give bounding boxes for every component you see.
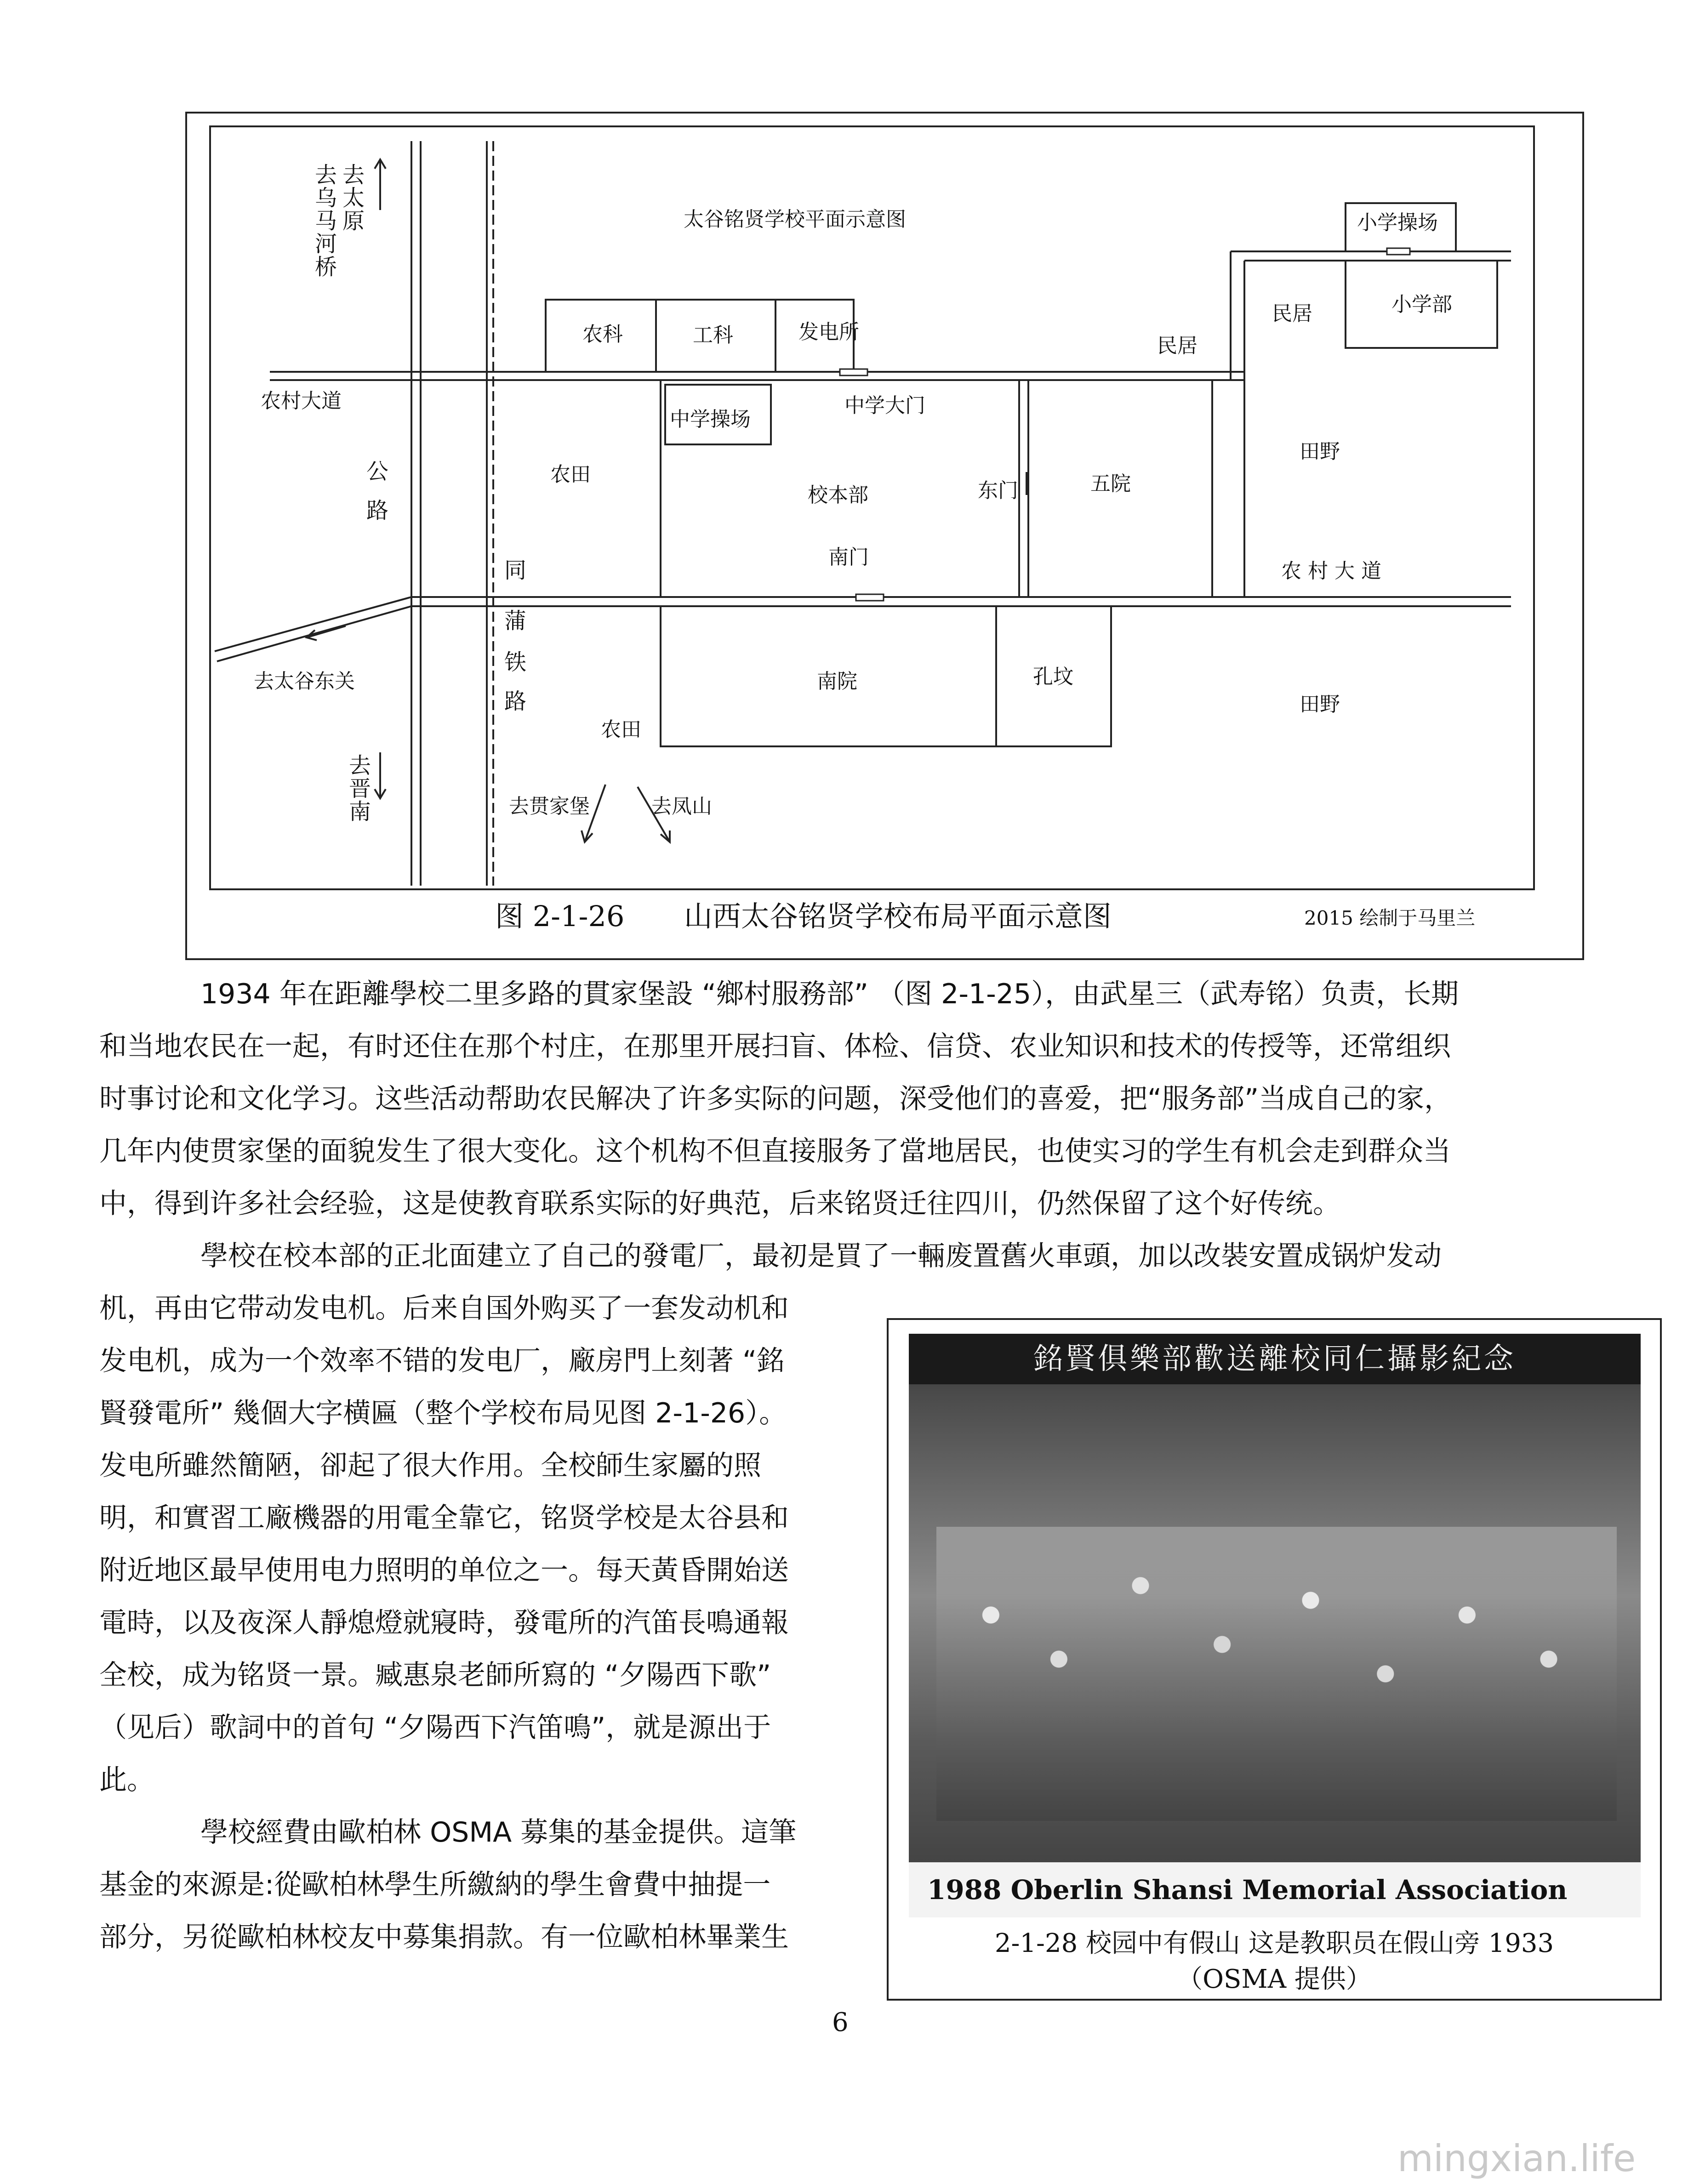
svg-text:晋: 晋	[349, 776, 371, 802]
svg-text:乌: 乌	[315, 185, 337, 211]
photo-footer-text: 1988 Oberlin Shansi Memorial Association	[909, 1862, 1641, 1917]
label-primary-playground: 小学操场	[1357, 211, 1438, 234]
label-village-road-right: 农 村 大 道	[1281, 559, 1381, 583]
svg-text:马: 马	[315, 208, 337, 234]
label-south-gate: 南门	[828, 546, 869, 569]
label-jinnan	[349, 753, 371, 825]
map-inner-frame	[210, 126, 1534, 889]
label-fields-lower: 田野	[1300, 693, 1340, 716]
paragraph-line: 中，得到许多社会经验，这是使教育联系实际的好典范，后来铭贤迁往四川，仍然保留了这个好传统。	[99, 1188, 1340, 1220]
label-main-campus: 校本部	[808, 483, 868, 507]
label-nanyuan: 南院	[817, 670, 857, 693]
photo-banner-text: 銘賢俱樂部歡送離校同仁攝影紀念	[909, 1334, 1641, 1384]
label-wuyuan: 五院	[1090, 472, 1131, 495]
paragraph-3	[200, 1806, 796, 1859]
paragraph-line: 基金的來源是:從歐柏林學生所繳納的學生會費中抽提一	[99, 1869, 771, 1901]
label-taiyuan	[342, 162, 365, 234]
paragraph-2	[200, 1230, 1442, 1282]
label-to-fengshan: 去凤山	[651, 795, 712, 818]
label-farmland-upper: 农田	[550, 463, 591, 486]
map-caption-text: 山西太谷铭贤学校布局平面示意图	[684, 899, 1112, 933]
paragraph-3-cont	[99, 1859, 789, 1963]
paragraph-line: 明，和實習工廠機器的用電全靠它，铭贤学校是太谷县和	[99, 1502, 789, 1534]
road-to-taigu	[215, 597, 411, 651]
label-primary-school: 小学部	[1391, 293, 1452, 316]
paragraph-line: 1934 年在距離學校二里多路的貫家堡設 “鄉村服務部” （图 2-1-25），由武星三（武寿铭）负责，长期	[200, 978, 1459, 1010]
svg-text:太: 太	[342, 185, 365, 211]
paragraph-line: 電時，以及夜深人靜熄燈就寢時，發電所的汽笛長鳴通報	[99, 1607, 789, 1639]
label-fields-upper: 田野	[1300, 440, 1340, 463]
paragraph-line: 部分，另從歐柏林校友中募集捐款。有一位歐柏林畢業生	[99, 1921, 789, 1953]
paragraph-line: 机，再由它带动发电机。后来自国外购买了一套发动机和	[99, 1292, 789, 1325]
label-wuma	[315, 162, 337, 280]
label-east-gate: 东门	[978, 479, 1018, 502]
svg-text:公: 公	[366, 459, 389, 484]
label-nongke: 农科	[582, 323, 623, 346]
paragraph-line: （见后）歌詞中的首句 “夕陽西下汽笛鳴”，就是源出于	[99, 1712, 771, 1744]
svg-text:同: 同	[504, 557, 527, 583]
svg-text:去: 去	[315, 162, 337, 188]
school-layout-map-figure	[185, 112, 1584, 960]
label-railway	[504, 557, 526, 714]
paragraph-line: 學校經費由歐柏林 OSMA 募集的基金提供。這筆	[200, 1816, 797, 1848]
label-power-plant: 发电所	[798, 320, 859, 344]
map-caption-label: 图 2-1-26	[495, 899, 625, 933]
svg-text:河: 河	[315, 231, 337, 257]
label-gongke: 工科	[693, 324, 733, 347]
svg-text:蒲: 蒲	[504, 608, 527, 634]
label-highway	[366, 459, 388, 523]
label-minju-mid: 民居	[1157, 334, 1198, 358]
paragraph-line: 几年内使贯家堡的面貌发生了很大变化。这个机构不但直接服务了當地居民，也使实习的学生有机会走到群众当	[99, 1135, 1451, 1167]
paragraph-line: 发电机，成为一个效率不错的发电厂，廠房門上刻著 “銘	[99, 1345, 785, 1377]
svg-text:路: 路	[366, 498, 389, 523]
svg-text:去: 去	[342, 162, 365, 188]
paragraph-2-cont	[99, 1282, 789, 1806]
svg-text:去: 去	[349, 753, 371, 779]
primary-gate-mark	[1387, 248, 1410, 255]
road-to-taigu	[217, 606, 411, 661]
arrow-fengshan-head	[661, 830, 670, 842]
paragraph-line: 发电所雖然簡陋，卻起了很大作用。全校師生家屬的照	[99, 1450, 761, 1482]
svg-text:桥: 桥	[315, 254, 337, 280]
paragraph-line: 和当地农民在一起，有时还住在那个村庄，在那里开展扫盲、体检、信贷、农业知识和技术的传授等，还常组织	[99, 1030, 1451, 1063]
label-farmland-lower: 农田	[601, 718, 641, 741]
label-to-taigu-east: 去太谷东关	[254, 670, 355, 693]
paragraph-1	[200, 968, 1459, 1020]
svg-text:南: 南	[349, 799, 371, 825]
svg-text:铁: 铁	[504, 649, 527, 675]
map-caption	[495, 893, 1414, 934]
paragraph-line: 全校，成为铭贤一景。臧惠泉老師所寫的 “夕陽西下歌”	[99, 1659, 771, 1691]
watermark-text: mingxian.life	[1397, 2137, 1636, 2180]
paragraph-line: 賢發電所” 幾個大字横匾（整个学校布局见图 2-1-26）。	[99, 1397, 787, 1429]
school-layout-map	[187, 114, 1582, 958]
label-minju-right: 民居	[1272, 302, 1312, 325]
page-number: 6	[832, 2008, 849, 2037]
label-to-guanjiapu: 去贯家堡	[509, 795, 590, 818]
label-village-road-left: 农村大道	[261, 389, 342, 413]
photo-caption-line-2: （OSMA 提供）	[1177, 1964, 1372, 1994]
svg-text:原: 原	[342, 208, 365, 234]
paragraph-1-cont	[99, 1020, 1452, 1230]
svg-text:路: 路	[504, 688, 527, 714]
paragraph-line: 學校在校本部的正北面建立了自己的發電厂，最初是買了一輛废置舊火車頭，加以改裝安置成锅炉发动	[200, 1240, 1442, 1272]
paragraph-line: 此。	[99, 1764, 154, 1796]
map-credit: 2015 绘制于马里兰	[1304, 907, 1476, 929]
staff-group-photo	[909, 1334, 1641, 1917]
photo-caption-line-1: 2-1-28 校园中有假山 这是教职员在假山旁 1933	[994, 1928, 1554, 1958]
label-kongfen: 孔坟	[1033, 665, 1073, 688]
paragraph-line: 时事讨论和文化学习。这些活动帮助农民解决了许多实际的问题，深受他们的喜爱，把“服务部”当成自己的家，	[99, 1083, 1452, 1115]
middle-school-gate-mark	[840, 369, 867, 375]
staff-photo-figure	[887, 1318, 1662, 2001]
south-gate-mark	[856, 594, 884, 601]
paragraph-line: 附近地区最早使用电力照明的单位之一。每天黃昏開始送	[99, 1554, 789, 1587]
label-middle-playground: 中学操场	[670, 408, 751, 431]
label-middle-school-gate: 中学大门	[844, 394, 925, 417]
map-title: 太谷铭贤学校平面示意图	[684, 208, 906, 231]
photo-group-figures	[936, 1527, 1617, 1821]
